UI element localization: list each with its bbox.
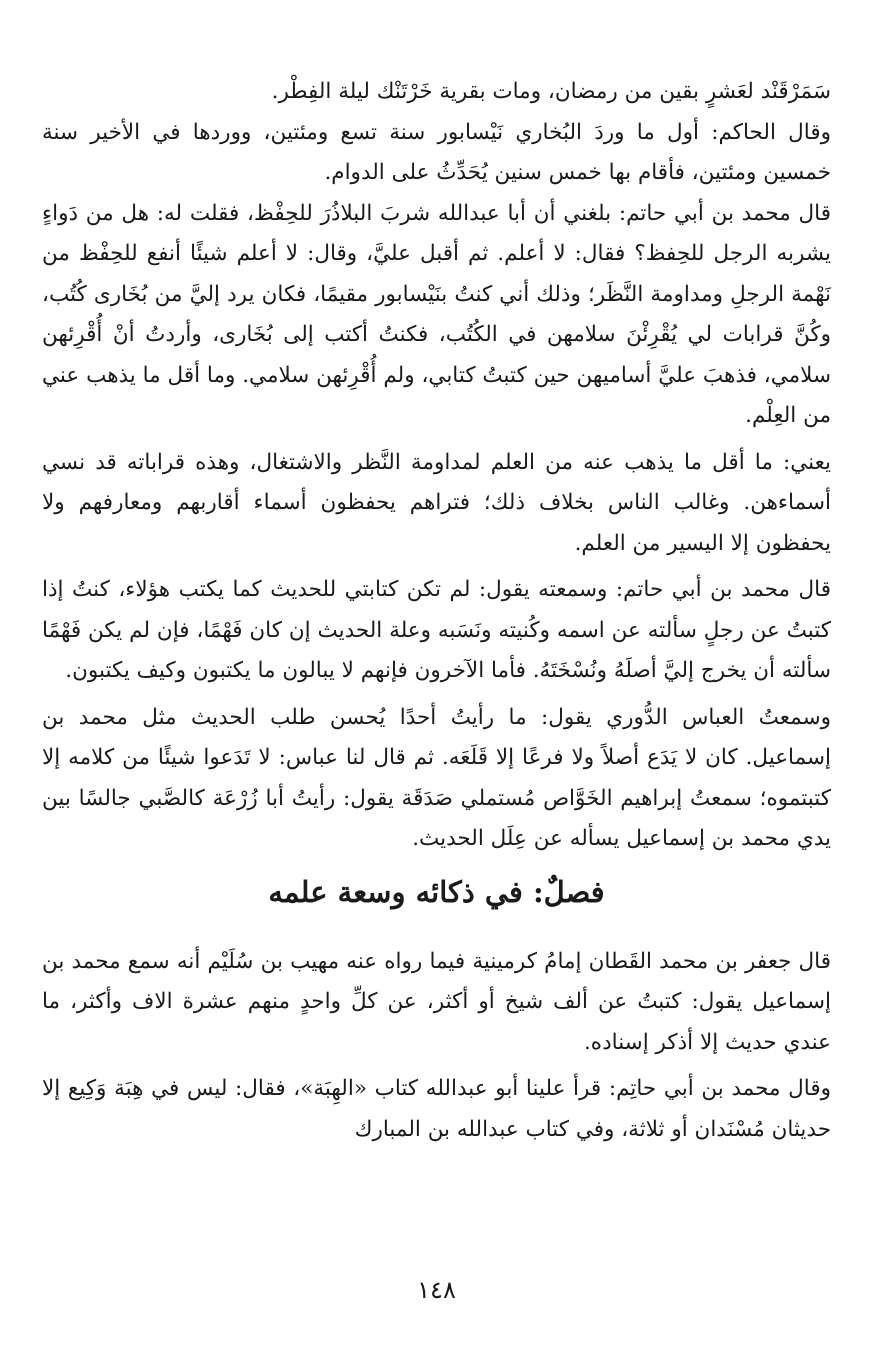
body-text-bottom: [42, 942, 831, 1151]
page-number: ١٤٨: [417, 1276, 456, 1304]
paragraph: وسمعتُ العباس الدُّوري يقول: ما رأيتُ أحدًا يُحسن طلب الحديث مثل محمد بن إسماعيل. كان لا يَدَع أصلاً ولا فرعًا إلا قَلَعَه. ثم قال لنا عباس: لا تَدَعوا شيئًا من كلامه إلا كتبتموه؛ سمعتُ إبراهيم الخَوَّاص مُستملي صَدَقَة يقول: رأيتُ أبا زُرْعَة كالصَّبي جالسًا بين يدي محمد بن إسماعيل يسأله عن عِلَل الحديث.: [42, 704, 831, 851]
section-heading: فصلٌ: في ذكائه وسعة علمه: [268, 874, 605, 909]
paragraph: سَمَرْقَنْد لعَشرٍ بقين من رمضان، ومات بقرية خَرْتَنْك ليلة الفِطْر.: [271, 79, 831, 104]
paragraph: قال محمد بن أبي حاتم: بلغني أن أبا عبدالله شربَ البلاذُرَ للحِفْظ، فقلت له: هل من دَواءٍ يشربه الرجل للحِفظ؟ فقال: لا أعلم. ثم أقبل عليَّ، وقال: لا أعلم شيئًا أنفع للحِفْظ من نَهْمة الرجلِ ومداومة النَّظَر؛ وذلك أني كنتُ بنَيْسابور مقيمًا، فكان يرد إليَّ من بُخَارى كُتُب، وكُنَّ قرابات لي يُقْرِئْنَ سلامهن في الكُتُب، فكنتُ أكتب إلى بُخَارى، وأردتُ أنْ أُقْرِئهن سلامي، فذهبَ عليَّ أساميهن حين كتبتُ كتابي، ولم أُقْرِئهن سلامي. وما أقل ما يذهب عني من العِلْم.: [42, 200, 831, 428]
paragraph: قال جعفر بن محمد القَطان إمامُ كرمينية فيما رواه عنه مهيب بن سُلَيْم أنه سمع محمد بن إسماعيل يقول: كتبتُ عن ألف شيخ أو أكثر، عن كلِّ واحدٍ منهم عشرة الاف وأكثر، ما عندي حديث إلا أذكر إسناده.: [42, 948, 831, 1055]
paragraph: وقال الحاكم: أول ما وردَ البُخاري نَيْسابور سنة تسع ومئتين، ووردها في الأخير سنة خمسين ومئتين، فأقام بها خمس سنين يُحَدِّثُ على الدوام.: [42, 119, 831, 185]
paragraph: يعني: ما أقل ما يذهب عنه من العلم لمداومة النَّظر والاشتغال، وهذه قراباته قد نسي أسماءهن. وغالب الناس بخلاف ذلك؛ فتراهم يحفظون أسماء أقاربهم ومعارفهم ولا يحفظون إلا اليسير من العلم.: [42, 449, 831, 556]
paragraph: قال محمد بن أبي حاتم: وسمعته يقول: لم تكن كتابتي للحديث كما يكتب هؤلاء، كنتُ إذا كتبتُ عن رجلٍ سألته عن اسمه وكُنيته ونَسَبه وعلة الحديث إن كان فَهْمًا، فإن لم يكن فَهْمًا سألته أن يخرج إليَّ أصلَهُ ونُسْخَتَهُ. فأما الآخرون فإنهم لا يبالون ما يكتبون وكيف يكتبون.: [42, 577, 831, 683]
paragraph: وقال محمد بن أبي حاتِم: قرأ علينا أبو عبدالله كتاب «الهِبَة»، فقال: ليس في هِبَة وَكِيع إلا حديثان مُسْنَدان أو ثلاثة، وفي كتاب عبدالله بن المبارك: [42, 1076, 831, 1142]
body-text-top: [42, 72, 831, 860]
